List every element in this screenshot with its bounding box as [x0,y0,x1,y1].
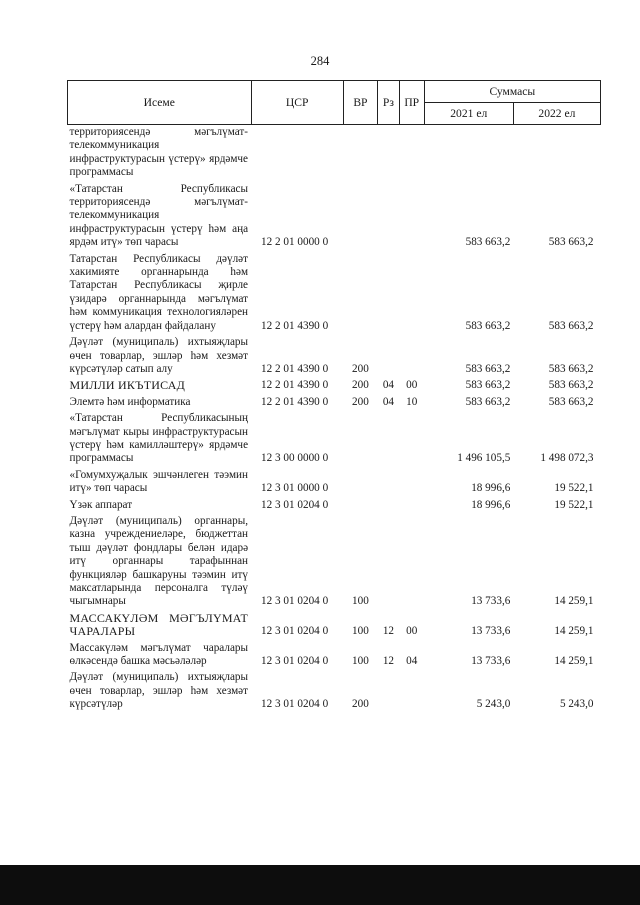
row-rz-code [378,335,400,378]
row-amount-2021: 583 663,2 [465,236,511,249]
table-row [68,335,601,378]
row-csr-code: 12 3 01 0000 0 [261,482,329,495]
row-amount-2021 [424,125,513,182]
row-name: Дәүләт (муниципаль) органнары, казна учреждениеләре, бюджеттан тыш дәүләт фондлары белән идарә итү органнары тарафыннан функцияләр башкаруны тәэмин итү максатларында персоналга түләү чыгымнары [69,514,249,608]
row-amount-2021: 5 243,0 [476,698,511,711]
row-pr-code [399,182,424,252]
row-vr-code [343,411,377,468]
row-csr-code: 12 3 01 0204 0 [261,625,329,638]
row-rz-code: 12 [382,655,394,668]
table-row [68,182,601,252]
row-vr-code: 100 [352,655,369,668]
row-csr-code: 12 3 01 0204 0 [261,698,329,711]
row-csr-code: 12 3 01 0204 0 [261,595,329,608]
header-pr: ПР [399,81,424,125]
row-amount-2022: 583 663,2 [548,319,594,332]
row-pr-code: 10 [406,395,418,408]
row-pr-code [399,411,424,468]
row-vr-code [343,498,377,514]
row-name: Массакүләм мәгълүмат чаралары өлкәсендә башка мәсьәләләр [69,641,249,668]
row-vr-code: 200 [352,395,369,408]
row-pr-code [399,670,424,713]
row-csr-code: 12 3 00 0000 0 [261,452,329,465]
row-rz-code: 04 [382,379,394,392]
row-amount-2021: 13 733,6 [471,655,511,668]
table-row [68,611,601,641]
row-amount-2021: 13 733,6 [471,625,511,638]
table-row [68,498,601,514]
row-rz-code [378,670,400,713]
row-name: территориясендә мәгълүмат-телекоммуникация инфраструктурасын үстерү» ярдәмче программасы [69,126,249,179]
row-amount-2022: 14 259,1 [554,595,594,608]
row-vr-code: 200 [352,362,369,375]
row-name: Дәүләт (муниципаль) ихтыяҗлары өчен товарлар, эшләр һәм хезмәт күрсәтүләр сатып алу [69,336,249,375]
row-vr-code: 200 [352,698,369,711]
table-row [68,514,601,611]
row-amount-2021: 583 663,2 [465,362,511,375]
row-name: Дәүләт (муниципаль) ихтыяҗлары өчен товарлар, эшләр һәм хезмәт күрсәтүләр [69,671,249,711]
row-csr-code [251,125,343,182]
row-amount-2022: 14 259,1 [554,625,594,638]
row-amount-2022: 1 498 072,3 [540,452,594,465]
table-body [68,125,601,714]
table-row [68,125,601,182]
row-csr-code: 12 2 01 4390 0 [261,395,329,408]
row-vr-code: 100 [352,595,369,608]
row-amount-2022: 583 663,2 [548,362,594,375]
header-name: Исеме [68,81,252,125]
row-csr-code: 12 2 01 4390 0 [261,379,329,392]
row-csr-code: 12 3 01 0204 0 [261,498,329,511]
row-rz-code [378,411,400,468]
row-rz-code [378,182,400,252]
row-name: «Татарстан Республикасының мәгълүмат кыры инфраструктурасын үстерү һәм камилләштерү» ярдәмче программасы [69,412,249,465]
row-vr-code [343,125,377,182]
row-vr-code [343,182,377,252]
row-vr-code: 200 [352,379,369,392]
row-amount-2022: 583 663,2 [548,236,594,249]
row-name: Татарстан Республикасы дәүләт хакимияте органнарында һәм Татарстан Республикасы җирле үзидарә органнарында мәгълүмат һәм коммуникация технологияләрен үстерү һәм алардан файдалану [69,252,249,332]
row-rz-code [378,514,400,611]
table-header [68,81,601,125]
row-csr-code: 12 3 01 0204 0 [261,655,329,668]
row-amount-2022: 5 243,0 [559,698,594,711]
header-csr: ЦСР [251,81,343,125]
row-rz-code [378,498,400,514]
header-year-2021: 2021 ел [424,103,513,125]
header-vr: ВР [343,81,377,125]
header-rz: Рз [378,81,400,125]
row-name: «Гомумхуҗалык эшчәнлеген тәэмин итү» төп чарасы [69,468,249,495]
row-amount-2021: 18 996,6 [471,482,511,495]
row-name: Элемтә һәм информатика [69,395,191,408]
row-amount-2021: 1 496 105,5 [457,452,511,465]
row-vr-code: 100 [352,625,369,638]
row-csr-code: 12 2 01 4390 0 [261,362,329,375]
row-amount-2022: 583 663,2 [548,379,594,392]
row-amount-2022: 583 663,2 [548,395,594,408]
scan-bottom-edge [0,865,640,905]
row-amount-2022 [513,125,600,182]
header-year-2022: 2022 ел [513,103,600,125]
table-row [68,395,601,411]
row-rz-code: 12 [382,625,394,638]
row-pr-code: 00 [406,625,418,638]
row-rz-code [378,252,400,335]
table-row [68,468,601,498]
row-name: «Татарстан Республикасы территориясендә мәгълүмат-телекоммуникация инфраструктурасын үстерү һәм аңа ярдәм итү» төп чарасы [69,182,249,249]
row-pr-code: 04 [406,655,418,668]
table-row [68,411,601,468]
row-pr-code [399,335,424,378]
budget-table [67,80,601,714]
table-row [68,641,601,671]
row-csr-code: 12 2 01 0000 0 [261,236,329,249]
row-amount-2021: 18 996,6 [471,498,511,511]
row-amount-2021: 583 663,2 [465,319,511,332]
row-name: МАССАКҮЛӘМ МӘГЪЛҮМАТ ЧАРАЛАРЫ [69,610,249,639]
row-rz-code [378,468,400,498]
row-pr-code [399,498,424,514]
row-name: Үзәк аппарат [69,498,133,511]
row-amount-2021: 13 733,6 [471,595,511,608]
row-pr-code [399,125,424,182]
row-amount-2021: 583 663,2 [465,395,511,408]
row-vr-code [343,252,377,335]
table-row [68,252,601,335]
page-number: 284 [310,54,330,68]
row-pr-code: 00 [406,379,418,392]
row-vr-code [343,468,377,498]
table-row [68,670,601,713]
row-name: МИЛЛИ ИКЪТИСАД [69,378,185,393]
row-pr-code [399,514,424,611]
row-amount-2022: 14 259,1 [554,655,594,668]
row-amount-2021: 583 663,2 [465,379,511,392]
row-pr-code [399,468,424,498]
row-amount-2022: 19 522,1 [554,498,594,511]
row-csr-code: 12 2 01 4390 0 [261,319,329,332]
row-rz-code [378,125,400,182]
table-row [68,378,601,394]
header-sums: Суммасы [424,81,600,103]
row-amount-2022: 19 522,1 [554,482,594,495]
row-pr-code [399,252,424,335]
row-rz-code: 04 [382,395,394,408]
